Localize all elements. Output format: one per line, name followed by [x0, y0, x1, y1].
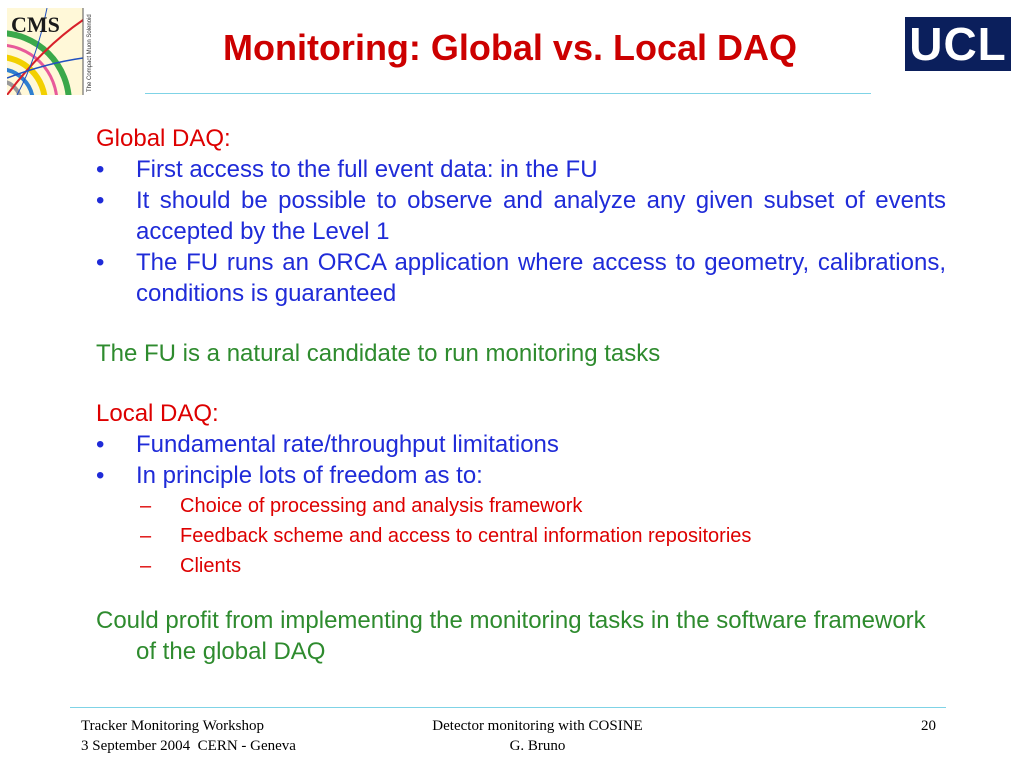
- local-subbullet-text: Clients: [180, 555, 242, 577]
- spacer: [96, 369, 946, 398]
- bullet-marker: •: [96, 431, 105, 458]
- footer-page-number: 20: [921, 718, 936, 734]
- local-bullet-item: [96, 429, 946, 460]
- global-bullet-item: [96, 154, 946, 185]
- spacer: [96, 581, 946, 605]
- local-subbullet-item: [96, 521, 946, 551]
- local-subbullet-item: [96, 491, 946, 521]
- local-bullet-text: In principle lots of freedom as to:: [136, 462, 483, 489]
- local-subbullet-text: Feedback scheme and access to central information repositories: [180, 525, 752, 547]
- slide-content: [96, 123, 946, 667]
- global-bullet-text: First access to the full event data: in the FU: [136, 156, 598, 183]
- footer-event: Tracker Monitoring Workshop: [81, 718, 264, 734]
- footer-left: [81, 716, 296, 756]
- cms-logo-tagline: The Compact Muon Solenoid: [87, 14, 93, 92]
- slide-title: Monitoring: Global vs. Local DAQ: [222, 27, 797, 68]
- dash-marker: –: [140, 495, 152, 517]
- local-bullet-item: [96, 460, 946, 491]
- bullet-marker: •: [96, 249, 105, 276]
- cms-logo-text: CMS: [11, 12, 60, 37]
- footer-divider: [70, 707, 946, 708]
- bullet-marker: •: [96, 462, 105, 489]
- global-bullet-text: The FU runs an ORCA application where access to geometry, calibrations, conditions is guaranteed: [136, 249, 946, 307]
- local-bullet-text: Fundamental rate/throughput limitations: [136, 431, 559, 458]
- title-divider: [145, 93, 871, 94]
- fu-statement: The FU is a natural candidate to run monitoring tasks: [96, 340, 661, 367]
- global-bullet-text: It should be possible to observe and analyze any given subset of events accepted by the Level 1: [136, 187, 946, 245]
- local-daq-heading: Local DAQ:: [96, 400, 219, 427]
- cms-logo: [7, 8, 95, 95]
- footer-talk-title: Detector monitoring with COSINE: [432, 718, 643, 734]
- local-subbullet-text: Choice of processing and analysis framework: [180, 495, 583, 517]
- bullet-marker: •: [96, 187, 105, 214]
- local-subbullet-item: [96, 551, 946, 581]
- ucl-logo-text: UCL: [909, 18, 1007, 70]
- dash-marker: –: [140, 525, 152, 547]
- ucl-logo: [905, 17, 1011, 71]
- dash-marker: –: [140, 555, 152, 577]
- cms-logo-graphic: [7, 8, 95, 95]
- footer-author: G. Bruno: [509, 738, 566, 754]
- bullet-marker: •: [96, 156, 105, 183]
- global-daq-heading: Global DAQ:: [96, 125, 231, 152]
- global-bullet-item: [96, 247, 946, 309]
- footer-center: [410, 716, 665, 756]
- conclusion-statement: Could profit from implementing the monitoring tasks in the software framework of the global DAQ: [96, 607, 926, 665]
- global-bullet-item: [96, 185, 946, 247]
- spacer: [96, 309, 946, 338]
- footer-date-location: 3 September 2004 CERN - Geneva: [81, 738, 296, 754]
